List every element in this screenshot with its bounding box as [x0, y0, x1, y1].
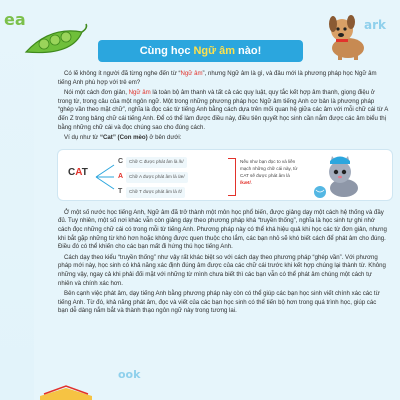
row-letter: T — [118, 187, 123, 195]
example-intro — [58, 134, 388, 143]
example-text-b: ở bên dưới: — [147, 134, 182, 142]
row-letter: C — [118, 157, 124, 165]
letter-sound-row — [118, 186, 228, 199]
title-suffix: nào! — [238, 45, 262, 57]
intro-paragraph-2 — [58, 89, 388, 132]
phonics-word-ook: ook — [118, 368, 141, 381]
body-paragraph-4: Cách dạy theo kiểu “truyền thống” như vậy rất khác biệt so với cách dạy theo phương pháp “ghép vần”. Với phương pháp mới này, học sinh có khả năng xác định đúng âm được của các chữ cái trước khi kết hợp chúng lại thành từ. Không những vậy, ngay cả khi phải đối mặt với những từ mình chưa biết thì các bạn vẫn có thể phát âm chúng một cách tự nhiên và chính xác hơn. — [58, 253, 386, 287]
cat-letter-c: C — [68, 166, 76, 178]
bracket-divider — [228, 158, 236, 196]
letter-sound-list — [118, 156, 228, 201]
title-highlight: Ngữ âm — [193, 45, 236, 57]
note-text-a: Nếu như bạn đọc to và liền mạch những chữ cái này, từ CAT sẽ được phát âm là — [240, 158, 298, 178]
title-prefix: Cùng học — [139, 45, 191, 57]
example-highlight: “Cat” (Con mèo) — [99, 134, 148, 142]
branch-arrows — [94, 160, 118, 194]
cat-letter-t: T — [81, 166, 88, 178]
cat-letter-a: A — [75, 166, 82, 178]
intro-p2-highlight: Ngữ âm — [128, 89, 151, 97]
cat-example-box — [57, 149, 393, 201]
letter-sound-row — [118, 171, 228, 184]
phonics-word-ark: ark — [364, 18, 386, 32]
article-body — [58, 70, 388, 318]
cat-pronunciation-note — [240, 158, 300, 186]
intro-p1-highlight: Ngữ âm — [180, 70, 203, 77]
intro-paragraph-1 — [58, 70, 388, 87]
note-highlight: /kæt/ — [240, 179, 251, 185]
note-text-b: . — [250, 179, 253, 185]
phonics-word-ea: ea — [4, 10, 26, 29]
example-text-a: Ví dụ như từ — [64, 134, 100, 142]
cat-word — [68, 166, 88, 178]
body-paragraph-3: Ở một số nước học tiếng Anh, Ngữ âm đã trở thành một môn học phổ biến, được giảng dạy một cách hệ thống và đầy đủ. Tuy nhiên, một số nơi khác vẫn còn giảng dạy theo phương pháp khá “truyền thống”, nghĩa là học sinh tự ghi nhớ cách đọc những chữ cái có trong mỗi từ tiếng Anh. Phương pháp này có thể khá hiệu quả khi học các từ đơn giản, nhưng khi bắt gặp những từ khó hơn hoặc không được quen thuộc cho lắm, các bạn nhỏ sẽ khó biết cách để phát âm cho đúng. Điều đó có thể khiến cho các bạn mất đi hứng thú học tiếng Anh. — [58, 208, 387, 251]
pea-pod-illustration — [20, 22, 90, 70]
intro-p1-text-a: Có lẽ không ít người đã từng nghe đến từ “ — [64, 70, 181, 77]
row-hint: Chữ T được phát âm là /t/ — [126, 187, 185, 198]
intro-p2-text-b: là toàn bộ âm thanh và tất cả các quy luật, quy tắc kết hợp âm thanh, giọng điệu ở trong từ, trong câu của một ngôn ngữ. Một trong những phương pháp học Ngữ âm tiếng Anh cơ bản là phương pháp “ghép vần theo mặt chữ”, nghĩa là đọc các từ tiếng Anh bằng cách dựa trên mối quan hệ giữa các âm với mỗi chữ cái từ A đến Z trong bảng chữ cái tiếng Anh. Để có thể làm được điều này, điều tiên quyết học sinh cần nắm được các âm biểu thị bằng những chữ cái và đọc chúng sao cho đúng cách. — [58, 89, 388, 131]
body-paragraph-5: Bên cạnh việc phát âm, dạy tiếng Anh bằng phương pháp này còn có thể giúp các bạn học sinh viết chính xác các từ tiếng Anh. Từ đó, khả năng phát âm, đọc và viết của các bạn học sinh có thể tiến bộ hơn trong quá trình học, giúp các bạn dễ dàng nắm bắt và thành thạo ngôn ngữ này trong tương lai. — [58, 290, 380, 315]
page-title — [98, 40, 303, 62]
row-hint: Chữ A được phát âm là /æ/ — [126, 172, 188, 183]
row-letter: A — [118, 172, 124, 180]
row-hint: Chữ C được phát âm là /k/ — [126, 157, 187, 168]
cat-illustration — [310, 152, 370, 200]
intro-p2-text-a: Nói một cách đơn giản, — [64, 89, 129, 97]
letter-sound-row — [118, 156, 228, 169]
book-illustration — [36, 370, 96, 400]
intro-p1-text-b: ”, nhưng Ngữ âm là gì, và đâu mới là phương pháp học Ngữ âm tiếng Anh phù hợp với trẻ em? — [58, 70, 377, 86]
